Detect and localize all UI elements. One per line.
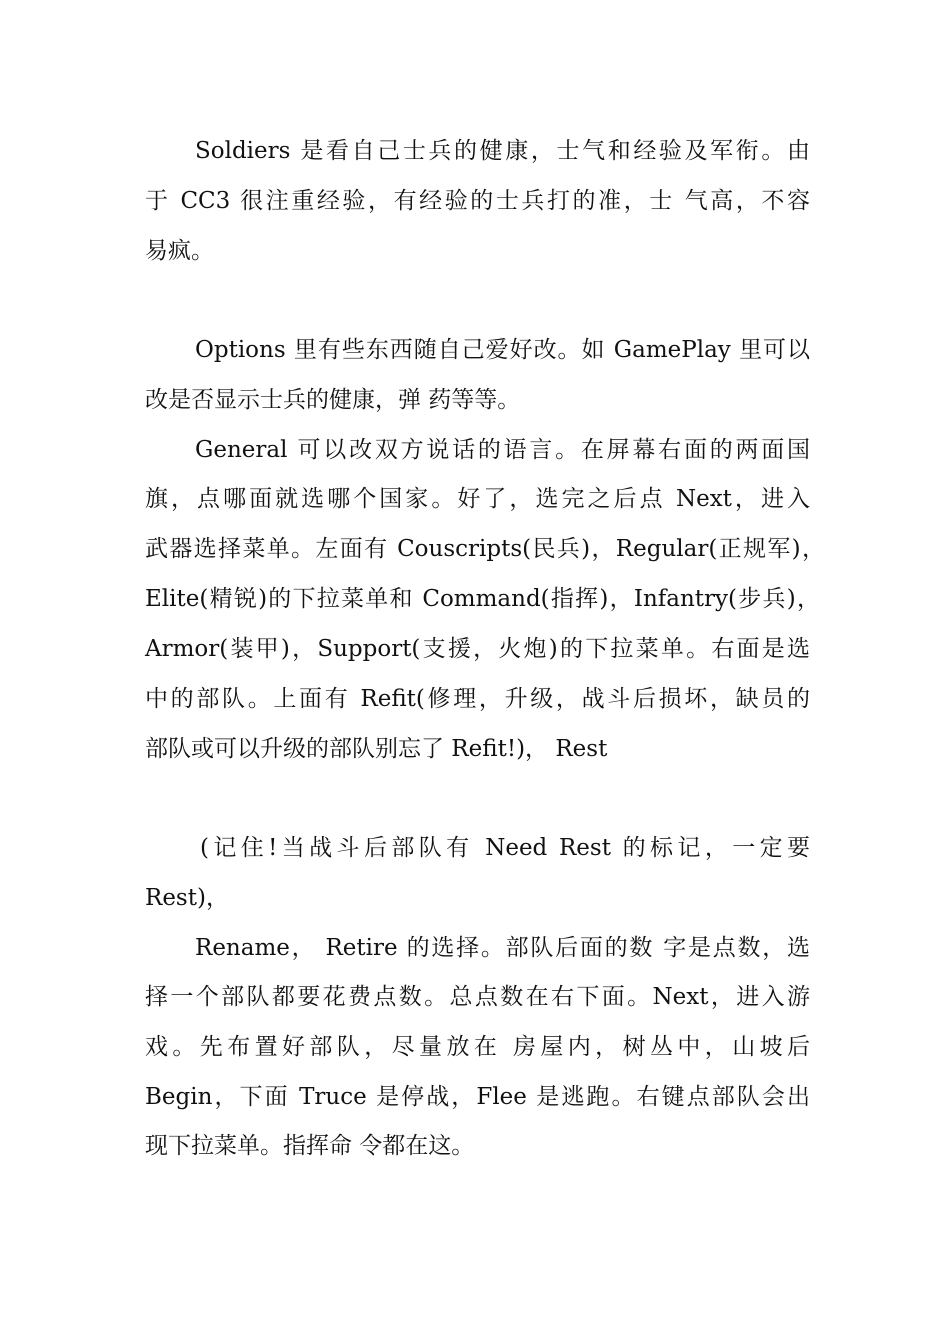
- text-line: General 可以改双方说话的语言。在屏幕右面的两面国: [195, 437, 810, 463]
- text-line: 改是否显示士兵的健康，弹 药等等。: [145, 387, 521, 413]
- text-line: Elite(精锐)的下拉菜单和 Command(指挥)，Infantry(步兵)，: [145, 586, 820, 612]
- text-line: Begin，下面 Truce 是停战，Flee 是逃跑。右键点部队会出: [145, 1084, 810, 1110]
- text-line: Rename， Retire 的选择。部队后面的数 字是点数，选: [195, 935, 810, 961]
- text-line: 择一个部队都要花费点数。总点数在右下面。Next，进入游: [145, 984, 810, 1010]
- text-line: Armor(装甲)，Support(支援，火炮)的下拉菜单。右面是选: [145, 636, 810, 662]
- text-line: 武器选择菜单。左面有 Couscripts(民兵)，Regular(正规军)，: [145, 536, 825, 562]
- text-line: 于 CC3 很注重经验，有经验的士兵打的准，士 气高，不容: [145, 188, 810, 214]
- text-line: Rest)，: [145, 885, 229, 911]
- text-line: 中的部队。上面有 Refit(修理，升级，战斗后损坏，缺员的: [145, 686, 810, 712]
- text-line: 戏。先布置好部队，尽量放在 房屋内，树丛中，山坡后: [145, 1034, 810, 1060]
- text-line: (记住!当战斗后部队有 Need Rest 的标记，一定要: [200, 835, 810, 861]
- text-line: 现下拉菜单。指挥命 令都在这。: [145, 1133, 475, 1159]
- text-line: 旗，点哪面就选哪个国家。好了，选完之后点 Next，进入: [145, 486, 810, 512]
- text-line: 部队或可以升级的部队别忘了 Refit!)， Rest: [145, 736, 608, 762]
- text-line: Options 里有些东西随自己爱好改。如 GamePlay 里可以: [195, 337, 810, 363]
- text-line: Soldiers 是看自己士兵的健康，士气和经验及军衔。由: [195, 138, 810, 164]
- text-line: 易疯。: [145, 238, 214, 264]
